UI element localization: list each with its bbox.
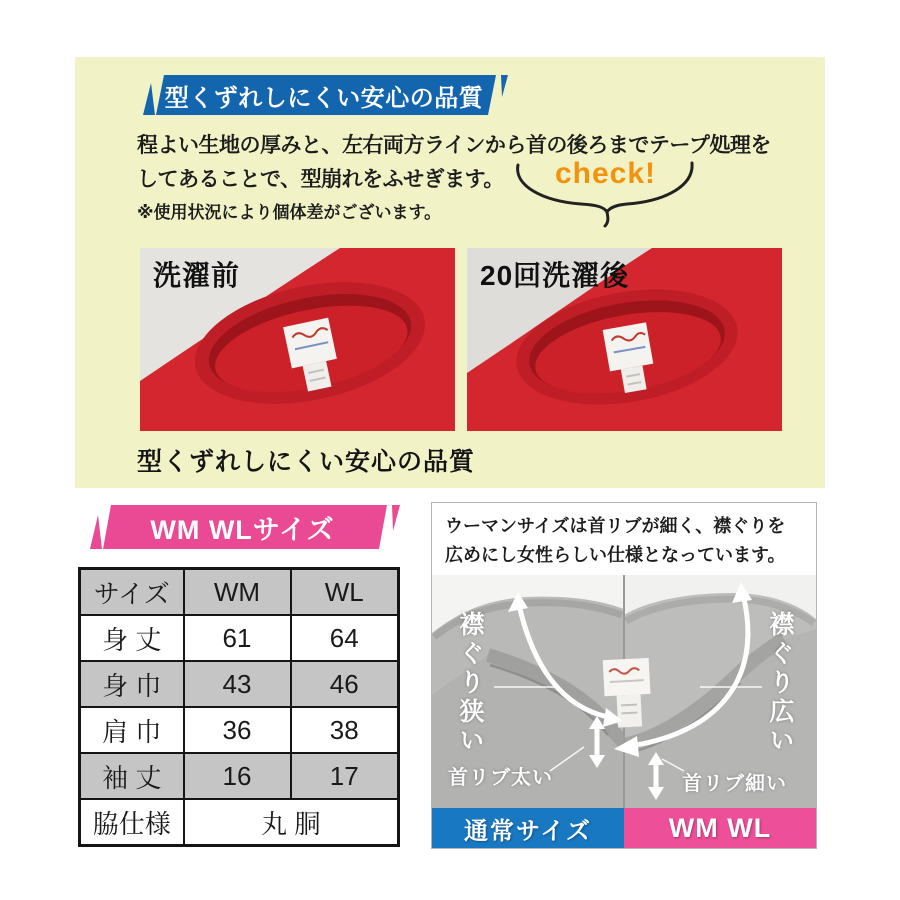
quality-description-line1: 程よい生地の厚みと、左右両方ラインから首の後ろまでテープ処理を bbox=[137, 134, 771, 157]
wm-wl-bar: WM WL bbox=[624, 808, 816, 848]
row-wm-value: 61 bbox=[184, 615, 291, 661]
size-table bbox=[78, 567, 400, 847]
check-label: check! bbox=[554, 157, 657, 190]
check-brace-icon bbox=[513, 155, 698, 227]
woman-description-line1: ウーマンサイズは首リブが細く、襟ぐりを bbox=[445, 516, 786, 536]
size-table-header-size: サイズ bbox=[80, 569, 184, 616]
woman-size-panel bbox=[431, 502, 817, 849]
row-wl-value: 38 bbox=[291, 707, 399, 753]
quality-caption: 型くずれしにくい安心の品質 bbox=[137, 448, 476, 476]
quality-banner-label: 型くずれしにくい安心の品質 bbox=[164, 84, 484, 112]
size-table-header-wl: WL bbox=[291, 569, 399, 616]
woman-description-line2: 広めにし女性らしい仕様となっています。 bbox=[445, 545, 786, 565]
table-row bbox=[80, 661, 399, 707]
normal-size-bar: 通常サイズ bbox=[432, 808, 624, 848]
size-table-header-wm: WM bbox=[184, 569, 291, 616]
row-wl-value: 64 bbox=[291, 615, 399, 661]
size-banner-label: WM WLサイズ bbox=[150, 514, 335, 545]
row-wm-value: 36 bbox=[184, 707, 291, 753]
row-label: 袖 丈 bbox=[80, 753, 184, 799]
table-row bbox=[80, 753, 399, 799]
wmwl-rib-label: 首リブ細い bbox=[682, 773, 787, 795]
wmwl-neckline-label: 襟ぐり広い bbox=[766, 611, 794, 756]
footer-value: 丸 胴 bbox=[184, 799, 399, 846]
quality-banner bbox=[140, 75, 508, 115]
row-label: 肩 巾 bbox=[80, 707, 184, 753]
row-wm-value: 43 bbox=[184, 661, 291, 707]
size-table-header-row bbox=[80, 569, 399, 616]
size-table-footer-row bbox=[80, 799, 399, 846]
photo-before-wash bbox=[140, 248, 455, 431]
quality-section bbox=[75, 57, 825, 488]
row-wl-value: 46 bbox=[291, 661, 399, 707]
photo-after-wash bbox=[467, 248, 782, 431]
quality-description-line2: してあることで、型崩れをふせぎます。 bbox=[137, 168, 504, 191]
table-row bbox=[80, 707, 399, 753]
photo-before-label: 洗濯前 bbox=[153, 260, 241, 291]
photo-after-label: 20回洗濯後 bbox=[480, 260, 630, 291]
normal-rib-label: 首リブ太い bbox=[448, 767, 553, 789]
row-wl-value: 17 bbox=[291, 753, 399, 799]
collar-comparison-illustration bbox=[432, 575, 816, 848]
row-wm-value: 16 bbox=[184, 753, 291, 799]
table-row bbox=[80, 615, 399, 661]
size-banner bbox=[85, 505, 400, 549]
row-label: 身 巾 bbox=[80, 661, 184, 707]
normal-neckline-label: 襟ぐり狭い bbox=[456, 611, 484, 756]
quality-note: ※使用状況により個体差がございます。 bbox=[137, 203, 442, 222]
row-label: 身 丈 bbox=[80, 615, 184, 661]
footer-label: 脇仕様 bbox=[80, 799, 184, 846]
check-callout bbox=[513, 155, 698, 227]
